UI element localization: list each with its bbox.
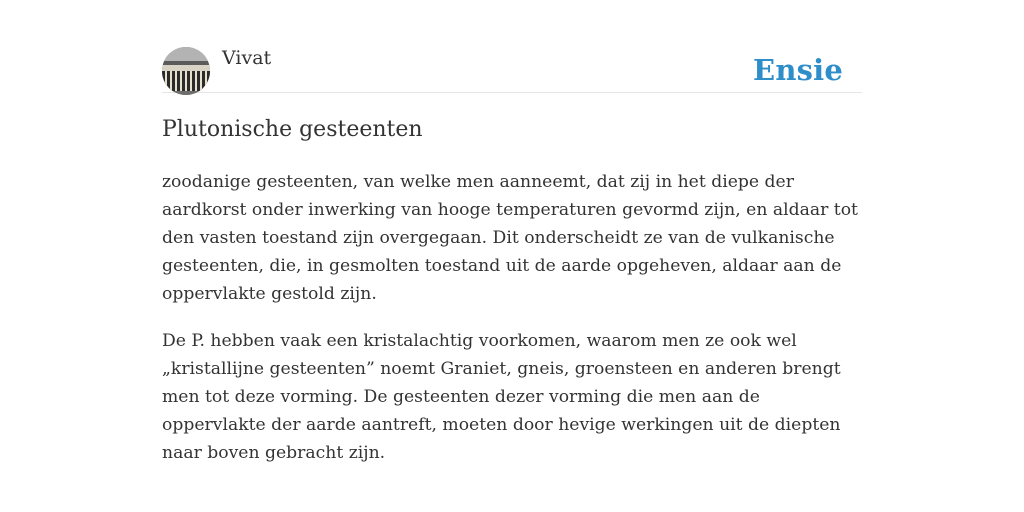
- article-header: [162, 46, 862, 93]
- article-card: [162, 0, 862, 512]
- article-paragraph: De P. hebben vaak een kristalachtig voorkomen, waarom men ze ook wel „kristallijne gesteenten” noemt Graniet, gneis, groensteen en anderen brengt men tot deze vorming. De gesteenten dezer vorming die men aan de oppervlakte der aarde aantreft, moeten door hevige werkingen uit de diepten naar boven gebracht zijn.: [162, 331, 841, 463]
- brand-logo[interactable]: Ensie: [753, 53, 843, 87]
- page-title: Plutonische gesteenten: [162, 117, 423, 142]
- author-name[interactable]: Vivat: [222, 47, 272, 69]
- author-avatar[interactable]: [162, 47, 210, 95]
- article-paragraph: zoodanige gesteenten, van welke men aanneemt, dat zij in het diepe der aardkorst onder inwerking van hooge temperaturen gevormd zijn, en aldaar tot den vasten toestand zijn overgegaan. Dit onderscheidt ze van de vulkanische gesteenten, die, in gesmolten toestand uit de aarde opgeheven, aldaar aan de oppervlakte gestold zijn.: [162, 172, 858, 304]
- book-spines-icon: [162, 47, 210, 95]
